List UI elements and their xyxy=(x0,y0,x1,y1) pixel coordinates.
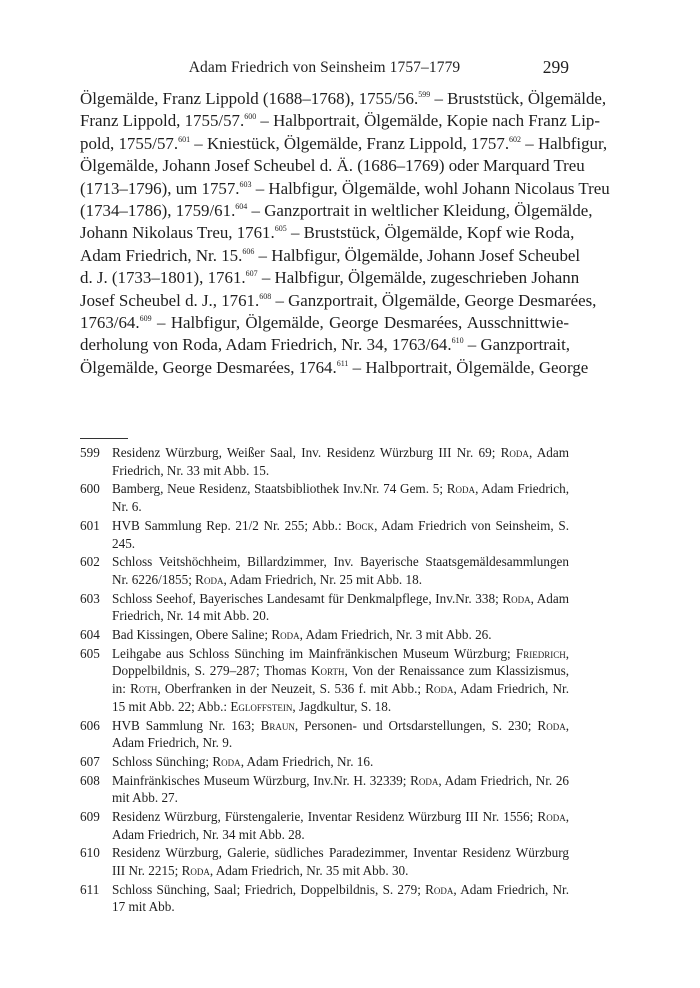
footnote xyxy=(80,772,569,808)
footnote-text: Leihgabe aus Schloss Sünching im Mainfränkischen Museum Würzburg; Friedrich, Doppelbildnis, S. 279–287; Thomas Korth, Von der Renaissance zum Klassizismus, in: Roth, Oberfranken in der Neuzeit, S. 536 f. mit Abb.; Roda, Adam Friedrich, Nr. 15 mit Abb. 22; Abb.: Egloffstein, Jagdkultur, S. 18. xyxy=(112,645,570,714)
footnote xyxy=(80,444,569,480)
footnote-number: 600 xyxy=(80,481,100,497)
footnote xyxy=(80,881,569,917)
body-line: pold, 1755/57.$^{601}$ – Kniestück, Ölgemälde, Franz Lippold, 1757.$^{602}$ – Halbfigur, xyxy=(80,133,608,153)
footnote-number: 602 xyxy=(80,554,100,570)
footnote-number: 611 xyxy=(80,881,100,897)
footnote xyxy=(80,590,569,626)
author-name: Roda xyxy=(195,571,224,587)
footnote-marker[interactable]: 607 xyxy=(245,269,258,279)
running-title: Adam Friedrich von Seinsheim 1757–1779 xyxy=(188,59,461,76)
page-number: 299 xyxy=(542,57,569,77)
footnote xyxy=(80,626,569,644)
footnote-marker[interactable]: 600 xyxy=(244,112,257,122)
author-name: Egloffstein xyxy=(230,698,293,714)
footnote-text: Schloss Sünching; Roda, Adam Friedrich, Nr. 16. xyxy=(112,753,374,769)
body-line: (1713–1796), um 1757.$^{603}$ – Halbfigur, Ölgemälde, wohl Johann Nicolaus Treu xyxy=(80,178,610,198)
footnote-text: Mainfränkisches Museum Würzburg, Inv.Nr. H. 32339; Roda, Adam Friedrich, Nr. 26 mit Abb. 27. xyxy=(112,772,570,806)
running-head xyxy=(80,56,569,80)
author-name: Korth xyxy=(311,663,345,679)
footnote-number: 604 xyxy=(80,626,100,642)
author-name: Braun xyxy=(260,717,295,733)
body-line: (1734–1786), 1759/61.$^{604}$ – Ganzportrait in weltlicher Kleidung, Ölgemälde, xyxy=(80,201,593,221)
footnote xyxy=(80,517,569,553)
footnote xyxy=(80,717,569,753)
footnote xyxy=(80,844,569,880)
body-line: 1763/64.$^{609}$ – Halbfigur, Ölgemälde, George Desmarées, Ausschnittwie- xyxy=(80,313,569,333)
body-line: Franz Lippold, 1755/57.$^{600}$ – Halbportrait, Ölgemälde, Kopie nach Franz Lip- xyxy=(80,111,601,131)
footnote-marker[interactable]: 609 xyxy=(139,314,152,324)
footnote-marker[interactable]: 601 xyxy=(178,134,191,144)
footnote xyxy=(80,480,569,516)
footnote xyxy=(80,553,569,589)
footnote-text: Bad Kissingen, Obere Saline; Roda, Adam Friedrich, Nr. 3 mit Abb. 26. xyxy=(112,626,492,642)
body-line: d. J. (1733–1801), 1761.$^{607}$ – Halbfigur, Ölgemälde, zugeschrieben Johann xyxy=(80,268,580,288)
body-line: Ölgemälde, Franz Lippold (1688–1768), 1755/56.$^{599}$ – Bruststück, Ölgemälde, xyxy=(80,89,607,108)
footnote-number: 606 xyxy=(80,717,100,733)
body-line: Ölgemälde, Johann Josef Scheubel d. Ä. (1686–1769) oder Marquard Treu xyxy=(80,156,585,176)
footnote xyxy=(80,753,569,771)
body-line: Ölgemälde, George Desmarées, 1764.$^{611}$ – Halbportrait, Ölgemälde, George xyxy=(80,357,589,377)
footnote-text: HVB Sammlung Nr. 163; Braun, Personen- und Ortsdarstellungen, S. 230; Roda, Adam Friedrich, Nr. 9. xyxy=(112,717,569,751)
footnote-number: 610 xyxy=(80,845,100,861)
footnotes xyxy=(80,444,569,917)
footnote-text: HVB Sammlung Rep. 21/2 Nr. 255; Abb.: Bock, Adam Friedrich von Seinsheim, S. 245. xyxy=(112,517,569,551)
body-line: derholung von Roda, Adam Friedrich, Nr. 34, 1763/64.$^{610}$ – Ganzportrait, xyxy=(80,335,571,355)
author-name: Roda xyxy=(425,881,454,897)
author-name: Roda xyxy=(537,717,566,733)
footnote-number: 609 xyxy=(80,808,100,824)
footnote xyxy=(80,808,569,844)
footnote-text: Residenz Würzburg, Galerie, südliches Paradezimmer, Inventar Residenz Würzburg III Nr. 2215; Roda, Adam Friedrich, Nr. 35 mit Abb. 30. xyxy=(112,845,569,879)
footnote-number: 608 xyxy=(80,772,100,788)
body-text xyxy=(80,88,610,379)
body-line: Johann Nikolaus Treu, 1761.$^{605}$ – Bruststück, Ölgemälde, Kopf wie Roda, xyxy=(80,223,575,243)
author-name: Roda xyxy=(212,753,241,769)
author-name: Roda xyxy=(446,481,476,497)
footnote-number: 601 xyxy=(80,517,100,533)
footnote-text: Schloss Veitshöchheim, Billardzimmer, Inv. Bayerische Staatsgemäldesammlungen Nr. 6226/1855; Roda, Adam Friedrich, Nr. 25 mit Abb. 18. xyxy=(112,554,569,587)
footnote-marker[interactable]: 611 xyxy=(336,358,349,368)
author-name: Friedrich xyxy=(515,645,566,661)
footnote-text: Residenz Würzburg, Weißer Saal, Inv. Residenz Würzburg III Nr. 69; Roda, Adam Friedrich, Nr. 33 mit Abb. 15. xyxy=(112,445,569,478)
author-name: Roda xyxy=(410,772,439,788)
footnote xyxy=(80,645,569,716)
author-name: Bock xyxy=(346,517,375,533)
footnote-marker[interactable]: 610 xyxy=(451,336,464,346)
footnote-text: Residenz Würzburg, Fürstengalerie, Inventar Residenz Würzburg III Nr. 1556; Roda, Adam Friedrich, Nr. 34 mit Abb. 28. xyxy=(112,808,569,842)
footnote-number: 605 xyxy=(80,645,100,661)
footnote-marker[interactable]: 602 xyxy=(509,134,522,144)
author-name: Roth xyxy=(130,681,158,697)
footnote-marker[interactable]: 603 xyxy=(239,179,252,189)
footnote-marker[interactable]: 606 xyxy=(242,246,255,256)
footnote-number: 607 xyxy=(80,753,100,769)
footnote-text: Schloss Sünching, Saal; Friedrich, Doppelbildnis, S. 279; Roda, Adam Friedrich, Nr. 17 mit Abb. xyxy=(112,881,569,915)
author-name: Roda xyxy=(537,808,566,824)
author-name: Roda xyxy=(181,863,210,879)
body-line: Adam Friedrich, Nr. 15.$^{606}$ – Halbfigur, Ölgemälde, Johann Josef Scheubel xyxy=(80,245,581,265)
footnote-marker[interactable]: 599 xyxy=(418,90,431,99)
footnote-separator xyxy=(80,438,128,439)
footnote-number: 603 xyxy=(80,590,100,606)
footnote-marker[interactable]: 605 xyxy=(274,224,287,234)
footnote-marker[interactable]: 604 xyxy=(235,202,248,212)
author-name: Roda xyxy=(500,445,529,460)
body-line: Josef Scheubel d. J., 1761.$^{608}$ – Ganzportrait, Ölgemälde, George Desmarées, xyxy=(80,290,597,310)
footnote-number: 599 xyxy=(80,445,100,460)
author-name: Roda xyxy=(502,590,531,606)
footnote-text: Bamberg, Neue Residenz, Staatsbibliothek Inv.Nr. 74 Gem. 5; Roda, Adam Friedrich, Nr. 6. xyxy=(112,481,570,515)
author-name: Roda xyxy=(425,681,454,697)
footnote-marker[interactable]: 608 xyxy=(259,291,272,301)
footnote-text: Schloss Seehof, Bayerisches Landesamt für Denkmalpflege, Inv.Nr. 338; Roda, Adam Friedrich, Nr. 14 mit Abb. 20. xyxy=(112,590,569,624)
author-name: Roda xyxy=(271,626,300,642)
